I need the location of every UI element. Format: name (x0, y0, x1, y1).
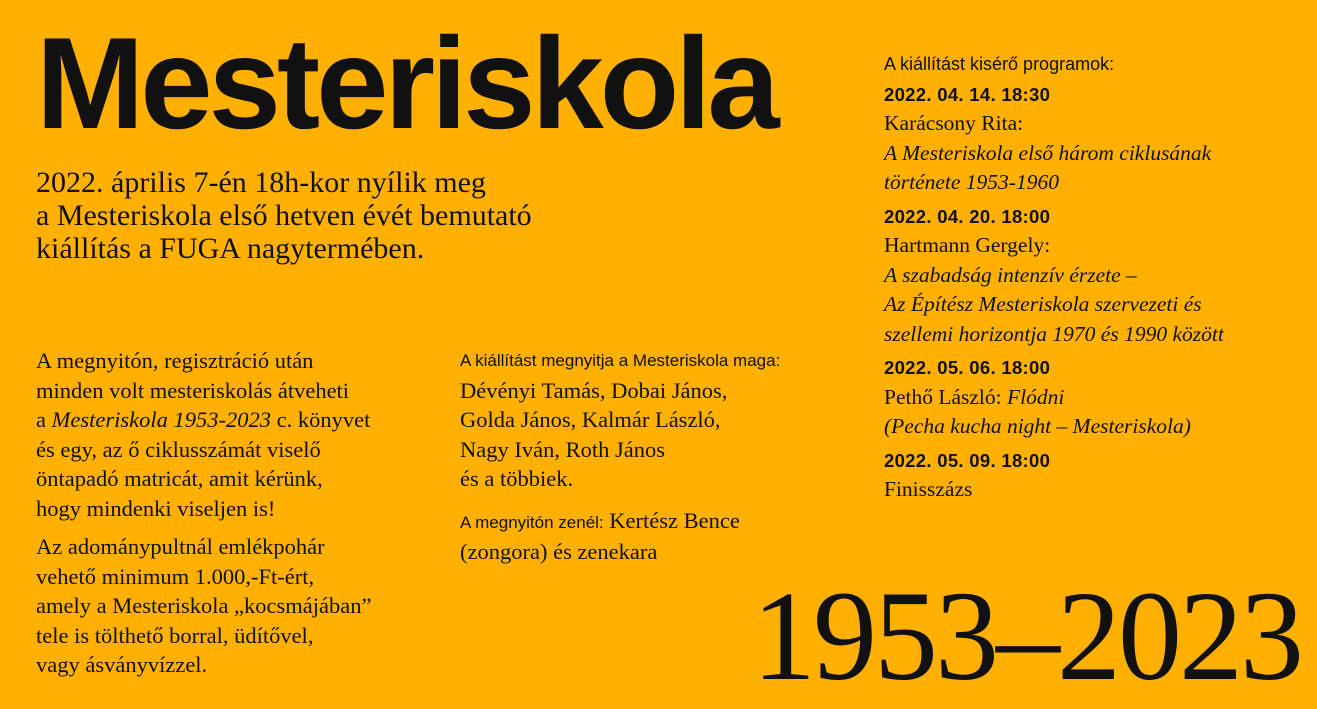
programs-list (884, 50, 1304, 509)
donation-paragraph (36, 532, 416, 680)
years-range: 1953–2023 (752, 565, 1301, 707)
program-title: Flódni (1007, 384, 1065, 409)
program-item (884, 353, 1304, 442)
program-title-line: szellemi horizontja 1970 és 1990 között (884, 321, 1224, 346)
program-speaker-line (884, 383, 1304, 413)
opening-name-line: Dévényi Tamás, Dobai János, (460, 377, 728, 403)
program-item (884, 446, 1304, 505)
program-title: Finisszázs (884, 477, 973, 501)
paragraph-line: amely a Mesteriskola „kocsmájában” (36, 593, 372, 618)
paragraph-line: A megnyitón, regisztráció után (36, 348, 314, 373)
program-speaker: Pethő László: (884, 384, 1008, 409)
program-title-line: Az Építész Mesteriskola szervezeti és (884, 292, 1202, 316)
music-label: A megnyitón zenél: (460, 512, 604, 532)
music-line: (zongora) és zenekara (460, 539, 658, 564)
program-item (884, 202, 1304, 350)
program-date: 2022. 04. 20. 18:00 (884, 205, 1051, 227)
registration-paragraph (36, 346, 416, 523)
programs-heading: A kiállítást kisérő programok: (884, 54, 1115, 74)
program-title-line: A Mesteriskola első három ciklusának (884, 140, 1212, 165)
paragraph-line: vehető minimum 1.000,-Ft-ért, (36, 563, 315, 589)
program-speaker: Hartmann Gergely: (884, 233, 1051, 257)
opening-name-line: Nagy Iván, Roth János (460, 436, 665, 462)
page-title: Mesteriskola (36, 10, 776, 156)
info-column-middle (460, 346, 840, 567)
paragraph-line: tele is tölthető borral, üdítővel, (36, 622, 314, 648)
program-item (884, 80, 1304, 198)
musician-name: Kertész Bence (603, 507, 740, 533)
paragraph-line: minden volt mesteriskolás átveheti (36, 377, 350, 403)
paragraph-line: vagy ásványvízzel. (36, 652, 208, 677)
program-title-line: története 1953-1960 (884, 170, 1059, 194)
music-line (460, 506, 840, 538)
program-date: 2022. 04. 14. 18:30 (884, 83, 1051, 105)
text-fragment: c. könyvet (270, 407, 371, 432)
intro-line: 2022. április 7-én 18h-kor nyílik meg (36, 166, 486, 199)
intro-text (36, 166, 676, 265)
intro-line: a Mesteriskola első hetven évét bemutató (36, 199, 532, 232)
book-title: Mesteriskola 1953-2023 (51, 407, 271, 432)
opening-name-line: Golda János, Kalmár László, (460, 407, 721, 432)
program-speaker: Karácsony Rita: (884, 111, 1024, 135)
paragraph-line (36, 405, 416, 435)
program-title-line: A szabadság intenzív érzete – (884, 262, 1137, 287)
program-date: 2022. 05. 09. 18:00 (884, 449, 1051, 471)
paragraph-line: öntapadó matricát, amit kérünk, (36, 466, 323, 491)
paragraph-line: Az adománypultnál emlékpohár (36, 534, 325, 559)
text-fragment: a (36, 407, 52, 432)
opening-name-line: és a többiek. (460, 466, 574, 491)
intro-line: kiállítás a FUGA nagytermében. (36, 232, 425, 265)
program-date: 2022. 05. 06. 18:00 (884, 357, 1051, 378)
paragraph-line: hogy mindenki viseljen is! (36, 495, 276, 521)
info-column-left (36, 346, 416, 680)
opening-label: A kiállítást megnyitja a Mesteriskola maga: (460, 351, 781, 370)
paragraph-line: és egy, az ő ciklusszámát viselő (36, 436, 321, 462)
program-title-line: (Pecha kucha night – Mesteriskola) (884, 414, 1191, 438)
